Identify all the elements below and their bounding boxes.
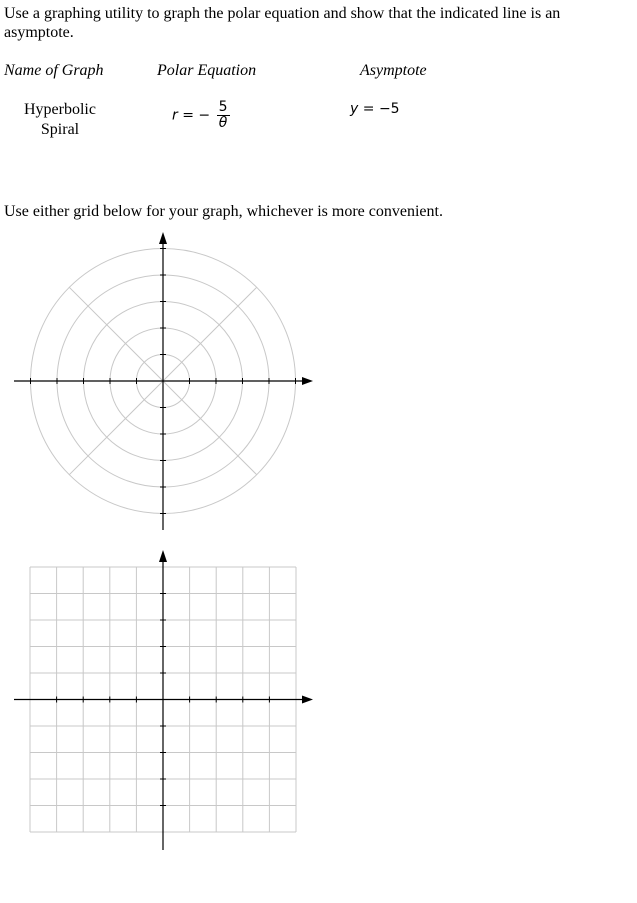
equation-numerator: 5 [218,99,228,115]
equation-denominator: θ [218,115,228,131]
asymptote-equals: = [362,101,375,117]
header-asymptote: Asymptote [360,62,427,79]
header-polar-equation: Polar Equation [157,62,257,79]
asymptote-lhs: y [350,101,359,117]
graph-name-line2: Spiral [40,121,80,138]
header-name-of-graph: Name of Graph [4,62,104,79]
instruction-text: Use a graphing utility to graph the polar equation and show that the indicated line is an asymptote. [4,5,561,41]
equation-lhs: r [172,107,178,124]
rect-x-arrow-icon [302,696,313,704]
rect-y-arrow-icon [159,550,167,562]
equation-sign: − [198,107,211,124]
asymptote-value: −5 [378,101,400,117]
grid-note: Use either grid below for your graph, whichever is more convenient. [4,203,443,220]
graph-name-line1: Hyperbolic [24,101,96,118]
equation-equals: = [182,107,194,124]
